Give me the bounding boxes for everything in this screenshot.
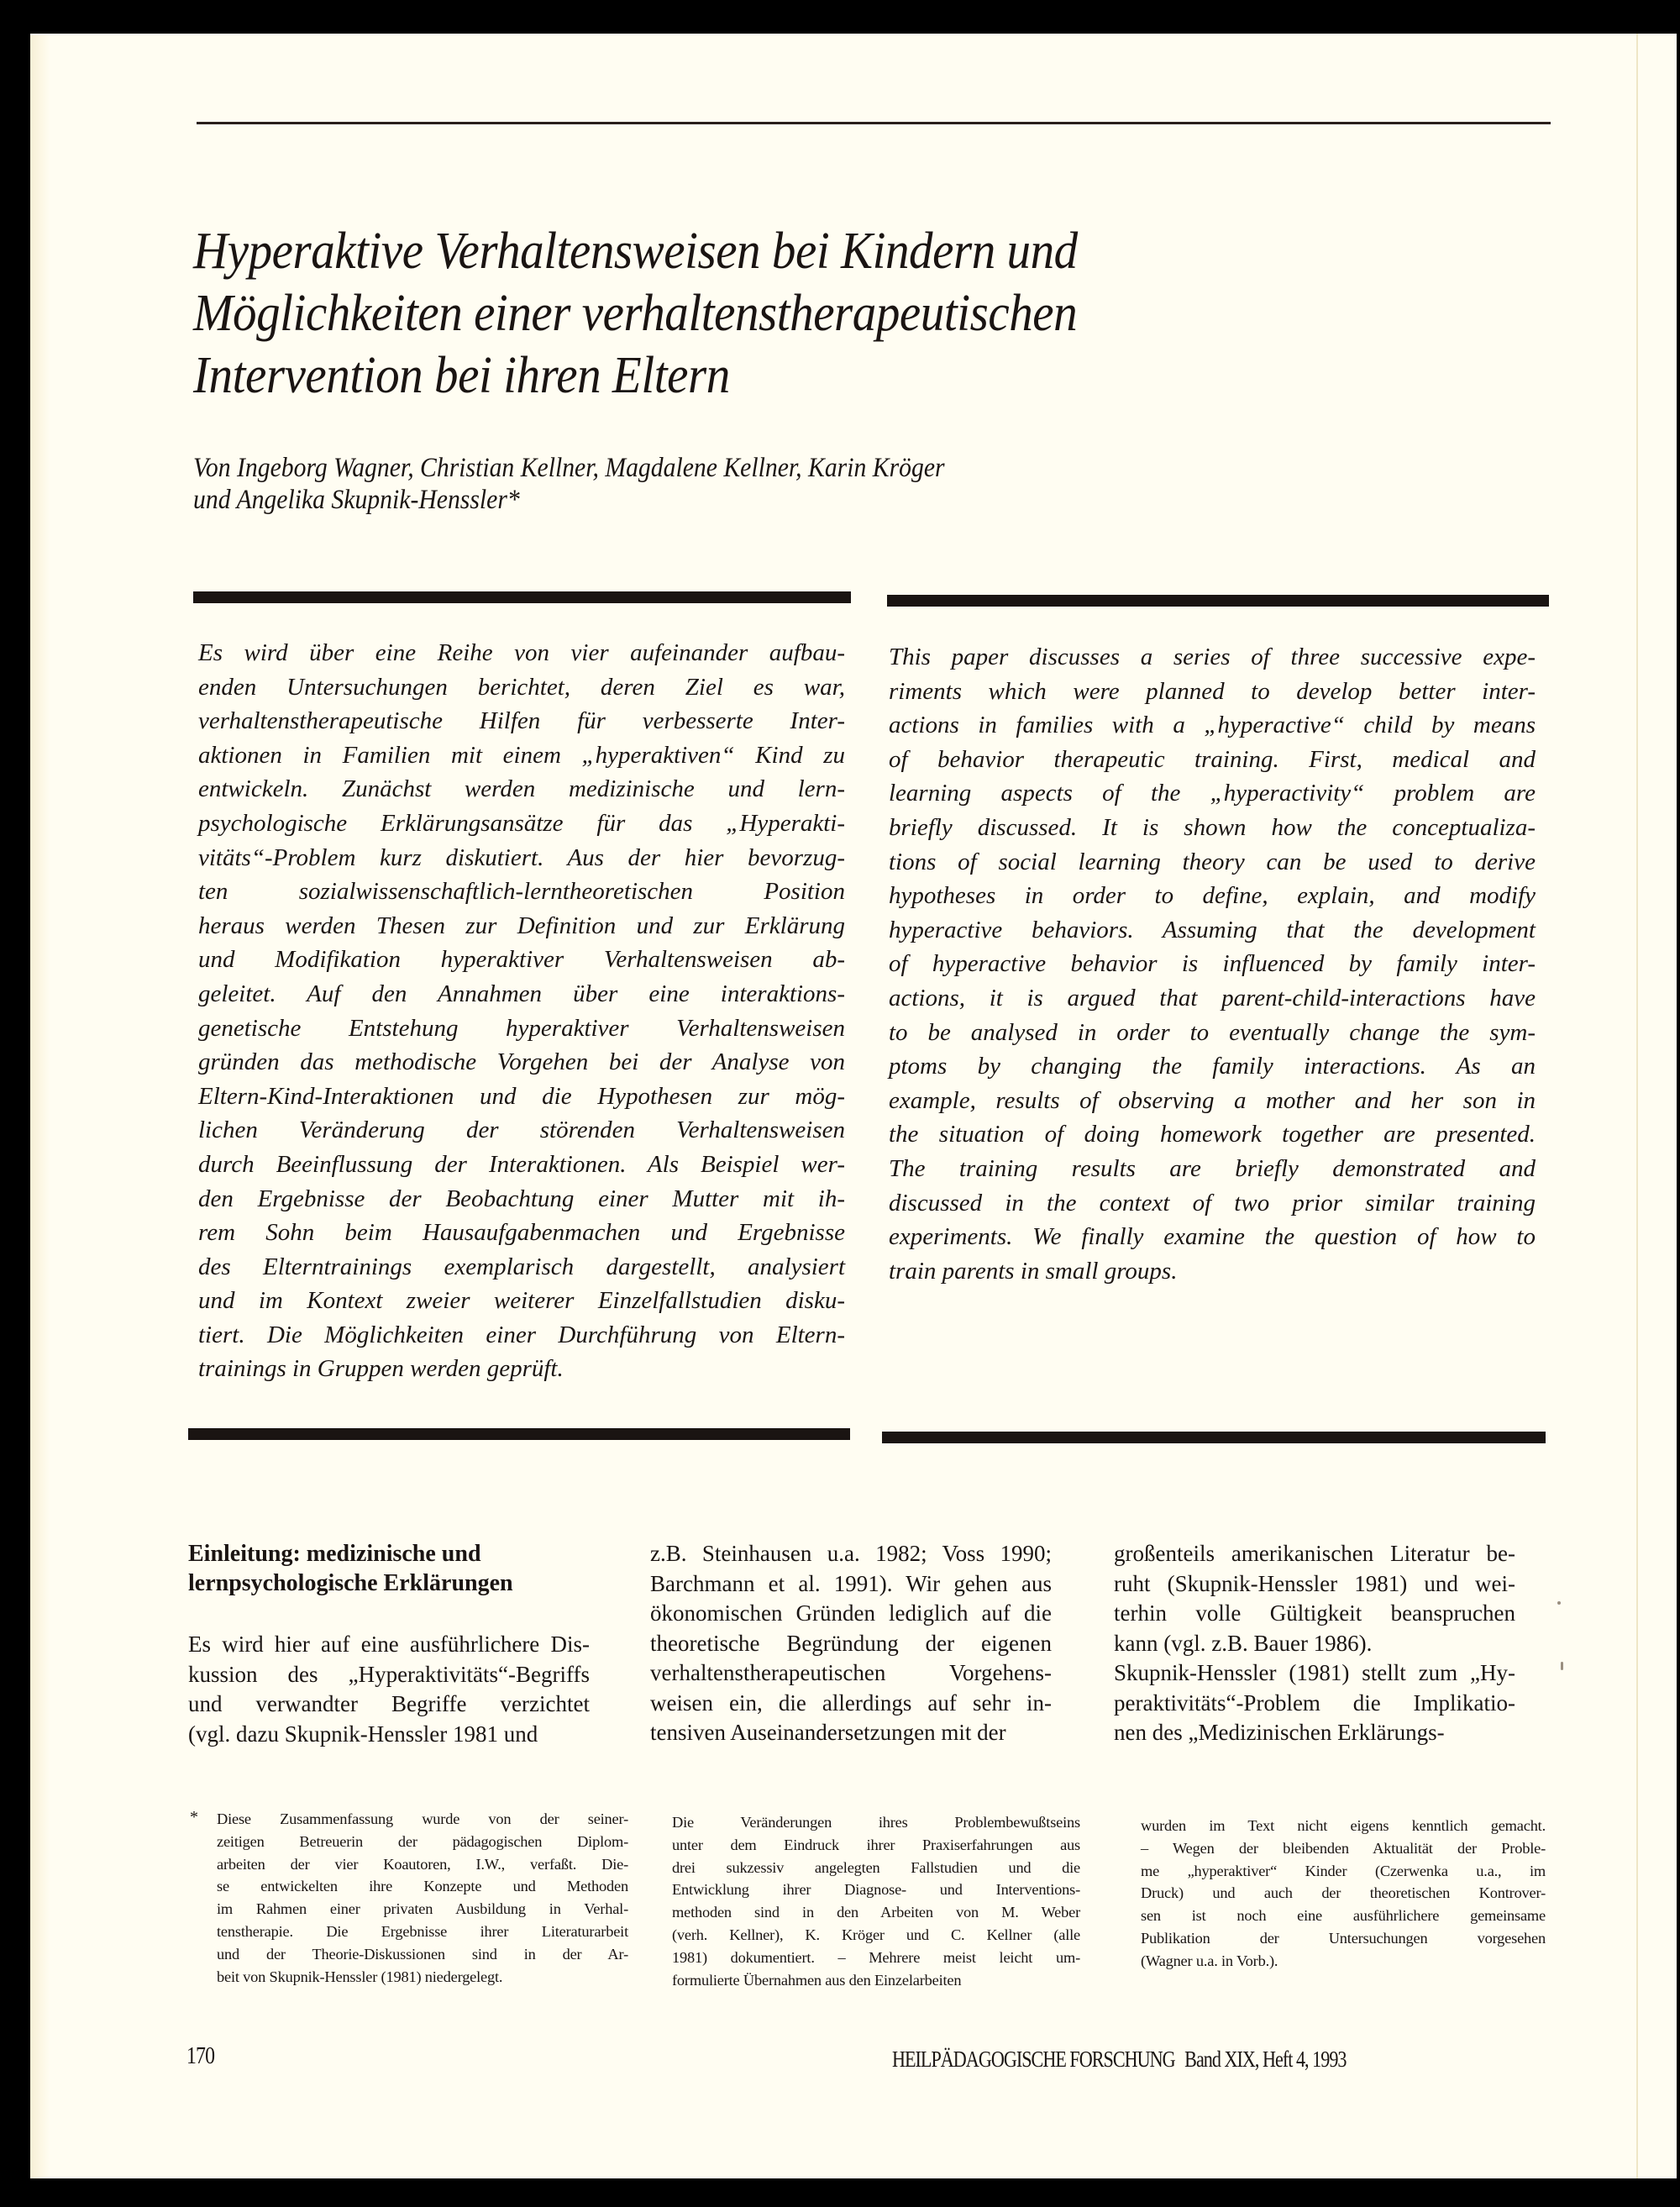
body-line: kussion des „Hyperaktivitäts“-Begriffs [188, 1661, 590, 1687]
abstract-line: und im Kontext zweier weiterer Einzelfallstudien disku- [198, 1287, 845, 1315]
footnote-line: zeitigen Betreuerin der pädagogischen Diplom- [217, 1832, 628, 1850]
scan-speck [1561, 1662, 1563, 1670]
abstract-line: trainings in Gruppen werden geprüft. [198, 1355, 564, 1383]
scan-speck [1557, 1601, 1561, 1605]
body-line: (vgl. dazu Skupnik-Henssler 1981 und [188, 1721, 538, 1747]
abstract-rule-bottom-right [882, 1432, 1546, 1443]
body-line: kann (vgl. z.B. Bauer 1986). [1114, 1630, 1373, 1656]
abstract-line: aktionen in Familien mit einem „hyperaktiven“ Kind zu [198, 741, 845, 769]
abstract-line: des Elterntrainings exemplarisch dargestellt, analysiert [198, 1253, 845, 1280]
footnote-line: Publikation der Untersuchungen vorgesehen [1141, 1929, 1546, 1947]
abstract-line: tions of social learning theory can be used to derive [889, 848, 1536, 875]
footnote-marker: * [190, 1808, 198, 1826]
footnote-line: methoden sind in den Arbeiten von M. Weber [672, 1904, 1080, 1921]
abstract-rule-top-left [193, 591, 851, 603]
author-line: Von Ingeborg Wagner, Christian Kellner, Magdalene Kellner, Karin Kröger [193, 453, 945, 483]
abstract-english [889, 640, 1536, 1288]
body-column-2 [650, 1539, 1052, 1748]
footnote-line: im Rahmen einer privaten Ausbildung in Verhal- [217, 1900, 628, 1918]
body-line: verhaltenstherapeutischen Vorgehens- [650, 1660, 1052, 1685]
article-title [193, 220, 1430, 407]
abstract-rule-bottom-left [188, 1428, 850, 1440]
footnote-line: sen ist noch eine ausführlichere gemeinsame [1141, 1907, 1546, 1925]
abstract-line: Eltern-Kind-Interaktionen und die Hypothesen zur mög- [198, 1082, 845, 1110]
title-line: Hyperaktive Verhaltensweisen bei Kindern und [193, 223, 1078, 280]
footnote-line: formulierte Übernahmen aus den Einzelarbeiten [672, 1971, 962, 1989]
body-line: tensiven Auseinandersetzungen mit der [650, 1720, 1006, 1745]
footnote-line: Entwicklung ihrer Diagnose- und Interventions- [672, 1881, 1080, 1899]
body-column-1 [188, 1539, 590, 1749]
body-line: z.B. Steinhausen u.a. 1982; Voss 1990; [650, 1541, 1052, 1566]
abstract-line: tiert. Die Möglichkeiten einer Durchführung von Eltern- [198, 1321, 845, 1348]
body-column-3 [1114, 1539, 1515, 1748]
footnote-line: und der Theorie-Diskussionen sind in der Ar- [217, 1945, 628, 1963]
body-line: Barchmann et al. 1991). Wir gehen aus [650, 1570, 1052, 1596]
body-line: großenteils amerikanischen Literatur be- [1114, 1541, 1515, 1566]
abstract-line: enden Untersuchungen berichtet, deren Ziel es war, [198, 673, 845, 701]
abstract-line: discussed in the context of two prior similar training [889, 1189, 1536, 1216]
abstract-line: ten sozialwissenschaftlich-lerntheoretischen Position [198, 878, 845, 906]
footnote-column-1 [217, 1808, 628, 1988]
body-column-1-text [188, 1630, 590, 1749]
body-line: Skupnik-Henssler (1981) stellt zum „Hy- [1114, 1660, 1515, 1685]
page-number: 170 [186, 2043, 215, 2069]
author-line: und Angelika Skupnik-Henssler* [193, 485, 520, 515]
abstract-line: experiments. We finally examine the question of how to [889, 1223, 1536, 1251]
section-heading [188, 1539, 590, 1598]
abstract-line: den Ergebnisse der Beobachtung einer Mutter mit ih- [198, 1185, 845, 1212]
top-rule [197, 122, 1551, 124]
abstract-line: hypotheses in order to define, explain, and modify [889, 882, 1536, 910]
body-line: und verwandter Begriffe verzichtet [188, 1691, 590, 1716]
running-footer [892, 2047, 1347, 2073]
abstract-line: geleitet. Auf den Annahmen über eine interaktions- [198, 980, 845, 1007]
footnote-line: – Wegen der bleibenden Aktualität der Proble- [1141, 1839, 1546, 1857]
footnote-line: beit von Skupnik-Henssler (1981) niedergelegt. [217, 1968, 503, 1985]
abstract-line: This paper discusses a series of three successive expe- [889, 644, 1536, 670]
abstract-line: actions in families with a „hyperactive“ child by means [889, 712, 1536, 739]
abstract-line: gründen das methodische Vorgehen bei der Analyse von [198, 1048, 845, 1076]
abstract-line: learning aspects of the „hyperactivity“ problem are [889, 780, 1536, 807]
abstract-line: hyperactive behaviors. Assuming that the development [889, 916, 1536, 943]
title-line: Intervention bei ihren Eltern [193, 347, 730, 404]
abstract-line: vitäts“-Problem kurz diskutiert. Aus der hier bevorzug- [198, 843, 845, 871]
abstract-line: verhaltenstherapeutische Hilfen für verbesserte Inter- [198, 707, 845, 735]
abstract-line: train parents in small groups. [889, 1257, 1178, 1285]
footnote-line: tenstherapie. Die Ergebnisse ihrer Literaturarbeit [217, 1922, 628, 1940]
heading-line: lernpsychologische Erklärungen [188, 1570, 513, 1596]
abstract-line: und Modifikation hyperaktiver Verhaltensweisen ab- [198, 946, 845, 974]
footnote-line: Die Veränderungen ihres Problembewußtseins [672, 1814, 1080, 1831]
abstract-rule-top-right [887, 595, 1549, 607]
journal-name: HEILPÄDAGOGISCHE FORSCHUNG [892, 2047, 1175, 2072]
body-line: theoretische Begründung der eigenen [650, 1630, 1052, 1656]
abstract-line: genetische Entstehung hyperaktiver Verhaltensweisen [198, 1014, 845, 1042]
abstract-line: briefly discussed. It is shown how the conceptualiza- [889, 813, 1536, 841]
abstract-line: Es wird über eine Reihe von vier aufeinander aufbau- [198, 639, 845, 666]
abstract-line: entwickeln. Zunächst werden medizinische und lern- [198, 775, 845, 803]
abstract-line: lichen Veränderung der störenden Verhaltensweisen [198, 1117, 845, 1144]
body-line: nen des „Medizinischen Erklärungs- [1114, 1720, 1445, 1745]
body-line: ökonomischen Gründen lediglich auf die [650, 1600, 1052, 1626]
footnote-line: Druck) und auch der theoretischen Kontrover- [1141, 1884, 1546, 1902]
abstract-line: ptoms by changing the family interactions. As an [889, 1053, 1536, 1080]
footnote-line: drei sukzessiv angelegten Fallstudien und die [672, 1858, 1080, 1876]
abstract-line: riments which were planned to develop better inter- [889, 677, 1536, 705]
footnote-line: 1981) dokumentiert. – Mehrere meist leicht um- [672, 1948, 1080, 1966]
abstract-line: rem Sohn beim Hausaufgabenmachen und Ergebnisse [198, 1219, 845, 1247]
page-right-edge [1636, 34, 1638, 2178]
footnote-line: arbeiten der vier Koautoren, I.W., verfaßt. Die- [217, 1855, 628, 1873]
abstract-line: actions, it is argued that parent-child-interactions have [889, 984, 1536, 1012]
abstract-line: of hyperactive behavior is influenced by family inter- [889, 950, 1536, 978]
abstract-german [198, 636, 845, 1386]
footnote-line: unter dem Eindruck ihrer Praxiserfahrungen aus [672, 1836, 1080, 1853]
abstract-line: example, results of observing a mother and her son in [889, 1086, 1536, 1114]
footnote-line: wurden im Text nicht eigens kenntlich gemacht. [1141, 1817, 1546, 1834]
footnote-line: (Wagner u.a. in Vorb.). [1141, 1952, 1278, 1969]
abstract-line: to be analysed in order to eventually change the sym- [889, 1018, 1536, 1046]
footnote-line: (verh. Kellner), K. Kröger und C. Kellner (alle [672, 1926, 1080, 1943]
body-line: ruht (Skupnik-Henssler 1981) und wei- [1114, 1570, 1515, 1596]
footnote-line: se entwickelten ihre Konzepte und Methoden [217, 1878, 628, 1895]
abstract-line: psychologische Erklärungsansätze für das „Hyperakti- [198, 809, 845, 837]
title-line: Möglichkeiten einer verhaltenstherapeutischen [193, 285, 1078, 342]
footnote-line: Diese Zusammenfassung wurde von der seiner- [217, 1810, 628, 1827]
body-line: terhin volle Gültigkeit beanspruchen [1114, 1600, 1515, 1626]
abstract-line: heraus werden Thesen zur Definition und zur Erklärung [198, 912, 845, 939]
author-byline [193, 452, 1252, 516]
body-line: peraktivitäts“-Problem die Implikatio- [1114, 1689, 1515, 1716]
abstract-line: durch Beeinflussung der Interaktionen. Als Beispiel wer- [198, 1150, 845, 1178]
abstract-line: the situation of doing homework together are presented. [889, 1121, 1536, 1148]
footnote-line: me „hyperaktiver“ Kinder (Czerwenka u.a., im [1141, 1862, 1546, 1879]
footnote-column-3 [1141, 1815, 1546, 1973]
abstract-line: The training results are briefly demonstrated and [889, 1154, 1536, 1182]
page-binding-edge [30, 35, 50, 2178]
abstract-line: of behavior therapeutic training. First, medical and [889, 745, 1536, 773]
body-line: Es wird hier auf eine ausführlichere Dis- [188, 1632, 590, 1657]
heading-line: Einleitung: medizinische und [188, 1541, 481, 1567]
journal-volume: Band XIX, Heft 4, 1993 [1184, 2047, 1347, 2072]
footnote-column-2 [672, 1811, 1080, 1991]
body-line: weisen ein, die allerdings auf sehr in- [650, 1689, 1052, 1716]
